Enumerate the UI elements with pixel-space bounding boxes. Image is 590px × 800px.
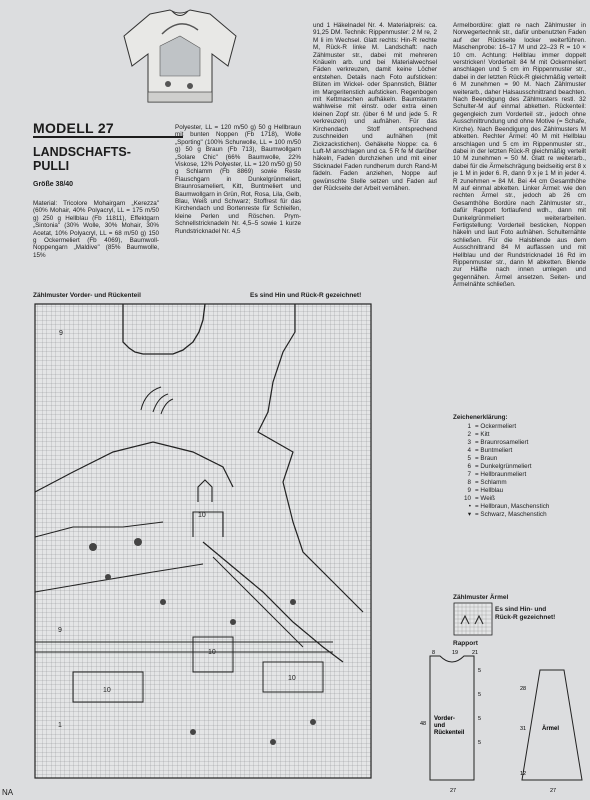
- legend-item: [453, 423, 583, 431]
- legend-symbol: 8: [467, 479, 471, 486]
- schematic-sleeve-label: Ärmel: [542, 726, 560, 732]
- legend-heading: Zeichenerklärung:: [453, 414, 508, 421]
- knitting-chart: [33, 302, 441, 780]
- sweater-illustration: [120, 6, 240, 106]
- text-column-2: Polyester, LL = 120 m/50 g) 50 g Hellbraun mit bunten Noppen (Fb 1718), Wolle „Sporting" (100% Schurwolle, LL = 100 m/50 g) 50 g Braun (Fb 713), Baumwollgarn „Solare Chic" (66% Baumwolle, 22% Viskose, 12% Polyester, LL = 120 m/50 g) 50 g Schlamm (Fb 8869) sowie Reste Flauschgarn in Dunkelgrünmeliert, Braunrosameliert, Kitt, Buntmeliert und Baumwollgarn in Grün, Rot, Rosa, Lila, Gelb, Blau, Weiß und Schwarz; Stoffrest für das Kirchendach und Bortenreste für Schleifen, kleine Perlen und Röschen. Prym-Schnellstricknadeln Nr. 4,5–5 sowie 1 kurze Rundstricknadel Nr. 4,5: [175, 124, 301, 235]
- size-label: Größe 38/40: [33, 181, 74, 188]
- page-title: MODELL 27: [33, 120, 115, 136]
- sleeve-chart: [453, 602, 493, 636]
- legend-symbol: 3: [467, 439, 471, 446]
- legend-symbol: 7: [467, 471, 471, 478]
- legend-item: [453, 439, 583, 447]
- schematic-measure: 31: [520, 726, 527, 732]
- schematic-measure: 5: [478, 668, 482, 674]
- schematic-measure: 27: [550, 788, 557, 794]
- sleeve-chart-note: Es sind Hin- und Rück-R gezeichnet!: [495, 606, 556, 621]
- schematic-measure: 5: [478, 692, 482, 698]
- legend-label: = Kitt: [475, 431, 490, 438]
- chart-symbol: 10: [103, 687, 111, 694]
- page-number: NA: [2, 788, 14, 797]
- legend-symbol: 2: [467, 431, 471, 438]
- legend-label: = Weiß: [475, 495, 496, 502]
- legend-item: [453, 463, 583, 471]
- chart-label-right: Es sind Hin und Rück-R gezeichnet!: [250, 292, 362, 299]
- subtitle-line-1: LANDSCHAFTS-: [33, 145, 131, 159]
- text-column-1: Material: Tricolore Mohairgarn „Kerezza" (60% Mohair, 40% Polyacryl, LL = 175 m/50 g) 250 g Hellblau (Fb 11811), Effektgarn „Sintonia" (30% Wolle, 30% Mohair, 30% Acetat, 10% Polyacryl, LL = 68 m/50 g) 150 g Ockermeliert (Fb 4069), Baumwoll-Noppengarn „Maldive" (85% Baumwolle, 15%: [33, 200, 159, 259]
- size-schematic: [412, 650, 587, 795]
- text-column-4: Ärmelbordüre: glatt re nach Zählmuster in Norwegertechnik str., dafür unbenutzten Faden auf der Rückseite locker weiterführen. Maschenprobe: 16–17 M und 22–23 R = 10 × 10 cm. Achtung: Hellblau immer doppelt verstricken! Vorderteil: 84 M mit Ockermeliert anschlagen und 5 cm im Rippenmuster str., dabei in der letzten Rück-R gleichmäßig verteilt 6 M zunehmen = 90 M. Nach Zählmuster weiterarb., daher Halsausschnittrand beachten. Nach Beendigung des Zählmusters restl. 32 Schulter-M auf einmal abketten. Rückenteil: gegengleich zum Vorderteil str., jedoch ohne Ausschnittrundung und ohne Motive (= Schafe, Kirche). Nach Beendigung des Zählmusters M abketten. Rechter Ärmel: 40 M mit Hellblau anschlagen und 5 cm im Rippenmuster str., dabei in der letzten Rück-R gleichmäßig verteilt 10 M zunehmen = 50 M. Glatt re weiterarb., dabei für die Ärmelschrägung beidseitig erst 8 x je 1 M in jeder 6. R, dann 9 x je 1 M in jeder 4. R zunehmen = 84 M. Bei 44 cm Gesamthöhe M auf einmal abketten. Linker Ärmel: wie den rechten Ärmel str., jedoch ab 26 cm Gesamthöhe Bordüre nach Zählmuster str., dafür Rapport fortlaufend wdh., dann mit Dunkelgrünmeliert weiterarbeiten. Fertigstellung: Vorderteil besticken, Noppen häkeln und laut Foto aufnähen. Schulternähte schließen. Für die Halsblende aus dem Ausschnittrand 84 M auffassen und mit Hellblau und der Rundstricknadel 16 Rd im Rippenmuster str., dann M abketten. Blende zur Hälfte nach innen umlegen und gegennähen. Ärmel ansetzen. Seiten- und Ärmelnähte schließen.: [453, 22, 586, 289]
- legend-symbol: 1: [467, 423, 471, 430]
- legend-item: [453, 495, 583, 503]
- chart-symbol: 10: [198, 512, 206, 519]
- page-subtitle: [33, 145, 183, 173]
- schematic-measure: 12: [520, 771, 527, 777]
- legend-label: = Braunrosameliert: [475, 439, 529, 446]
- legend-symbol: 10: [463, 495, 471, 502]
- chart-label-left: Zählmuster Vorder- und Rückenteil: [33, 292, 141, 299]
- legend-item: [453, 479, 583, 487]
- title-divider: [33, 136, 183, 138]
- schematic-measure: 28: [520, 686, 527, 692]
- legend-label: = Braun: [475, 455, 498, 462]
- legend-item: [453, 503, 583, 511]
- sleeve-chart-title: Zählmuster Ärmel: [453, 594, 509, 601]
- legend-label: = Schwarz, Maschenstich: [475, 511, 547, 518]
- legend-label: = Hellbraunmeliert: [475, 471, 527, 478]
- legend-label: = Hellbraun, Maschenstich: [475, 503, 550, 510]
- schematic-measure: 19: [452, 650, 459, 656]
- legend-label: = Dunkelgrünmeliert: [475, 463, 532, 470]
- schematic-front-label-1: Vorder-: [434, 716, 455, 722]
- legend-label: = Ockermeliert: [475, 423, 517, 430]
- schematic-measure: 5: [478, 740, 482, 746]
- schematic-measure: 5: [478, 716, 482, 722]
- chart-symbol: 10: [208, 649, 216, 656]
- legend-item: [453, 455, 583, 463]
- schematic-front-label-2: und: [434, 723, 445, 729]
- legend: [453, 414, 583, 519]
- legend-label: = Hellblau: [475, 487, 504, 494]
- legend-item: [453, 511, 583, 519]
- legend-symbol: 5: [467, 455, 471, 462]
- schematic-measure: 21: [472, 650, 479, 656]
- legend-item: [453, 487, 583, 495]
- legend-symbol: 4: [467, 447, 471, 454]
- chart-symbol: 9: [58, 627, 62, 634]
- legend-symbol: ▾: [467, 511, 471, 518]
- schematic-measure: 48: [420, 721, 427, 727]
- chart-symbol: 1: [58, 722, 62, 729]
- legend-symbol: 9: [467, 487, 471, 494]
- legend-item: [453, 471, 583, 479]
- chart-symbol: 10: [288, 675, 296, 682]
- text-column-3: und 1 Häkelnadel Nr. 4. Materialpreis: ca. 91,25 DM. Technik: Rippenmuster: 2 M re, 2 M li im Wechsel. Glatt rechts: Hin-R rechte M, Rück-R linke M. Landschaft: nach Zählmuster str., dabei mit mehreren Knäueln arb. und bei Materialwechsel Fäden verkreuzen, damit keine Löcher entstehen. Details nach Foto aufsticken: Blüten im Wickel- oder Spannstich, Blätter im Margeritenstich aufsticken. Regenbogen mit Kettmaschen aufhäkeln. Baumstamm wahlweise mit einstr. oder extra einen kleinen Zopf str. (über 6 M und jede 5. R verkreuzen) und aufnähen. Für das Kirchendach Stoff entsprechend zuschneiden und aufnähen (mit Zickzackstichen). Gehäkelte Noppe: ca. 6 Luft-M anschlagen und ca. 5 R fe M darüber häkeln, Faden durchziehen und mit einer Sticknadel Faden rundherum durch Rand-M fädeln. Faden anziehen, Noppe auf gewünschte Stelle setzen und Faden auf der Rückseite der Arbeit vernähen.: [313, 22, 437, 192]
- legend-symbol: 6: [467, 463, 471, 470]
- rapport-label: Rapport: [453, 640, 478, 647]
- schematic-front-label-3: Rückenteil: [434, 730, 465, 736]
- legend-label: = Buntmeliert: [475, 447, 513, 454]
- schematic-measure: 8: [432, 650, 436, 656]
- chart-symbol: 9: [59, 330, 63, 337]
- legend-item: [453, 431, 583, 439]
- legend-label: = Schlamm: [475, 479, 507, 486]
- subtitle-line-2: PULLI: [33, 159, 70, 173]
- legend-item: [453, 447, 583, 455]
- legend-symbol: •: [468, 503, 471, 510]
- schematic-measure: 27: [450, 788, 457, 794]
